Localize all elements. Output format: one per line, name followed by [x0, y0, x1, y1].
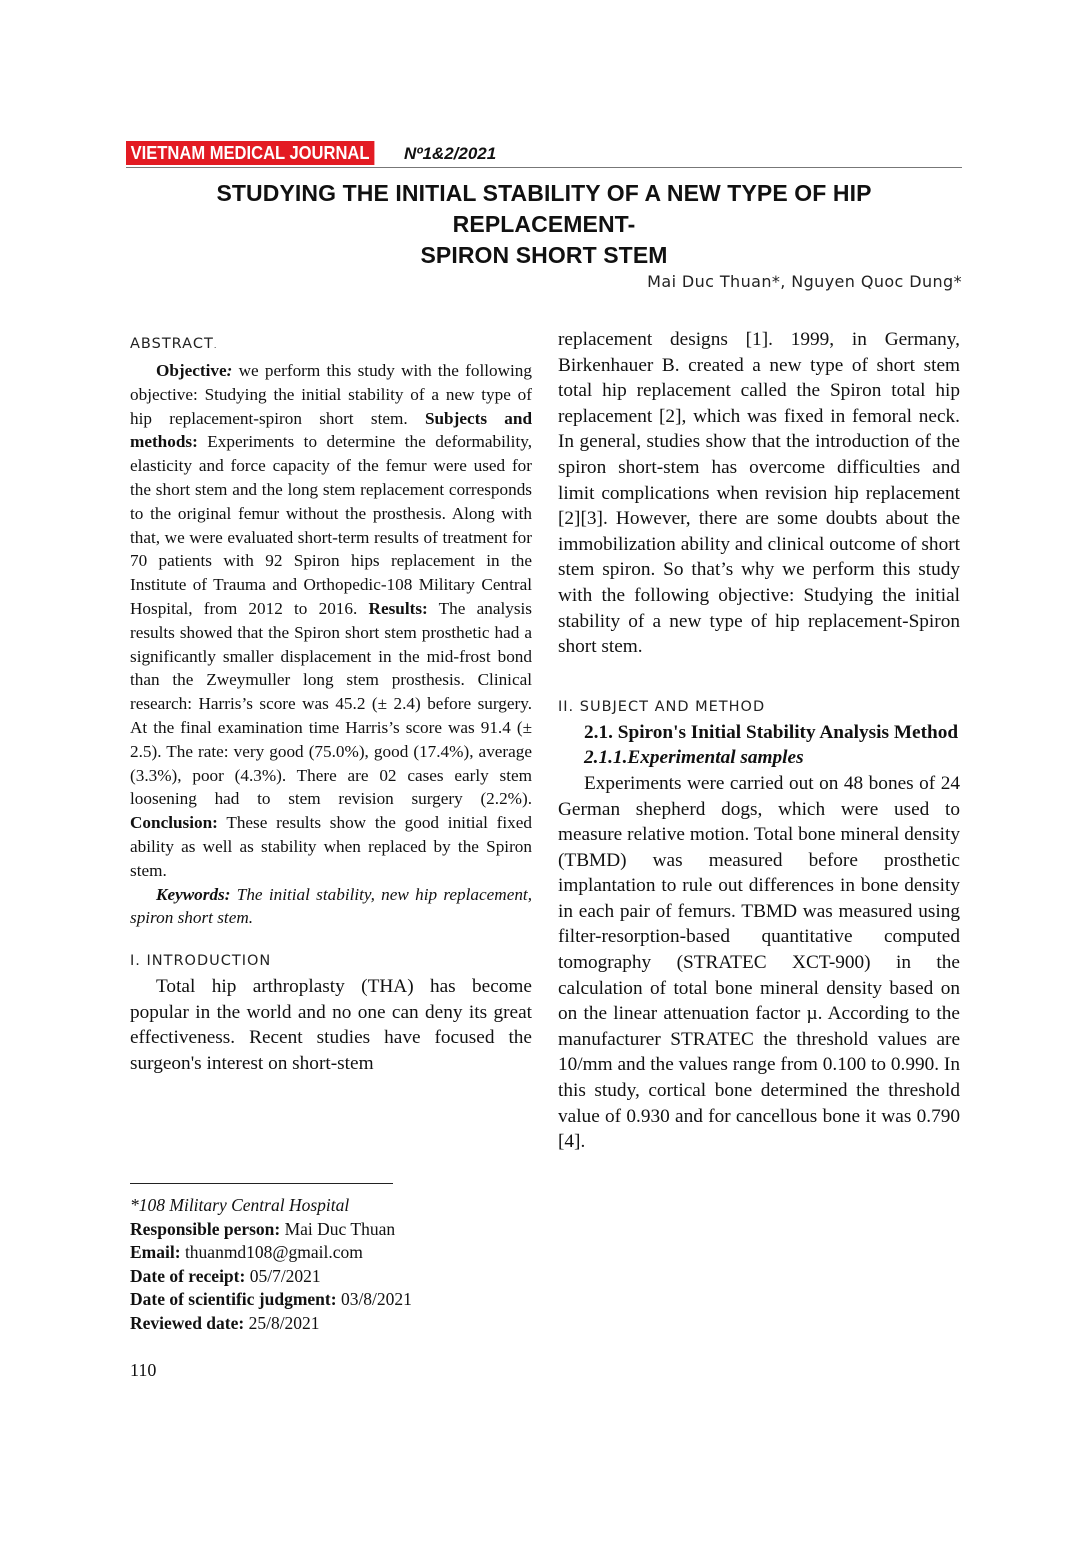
responsible-value: Mai Duc Thuan — [280, 1218, 396, 1239]
methods-label: Subjects and methods: — [130, 408, 533, 452]
journal-name: VIETNAM MEDICAL JOURNAL — [126, 141, 374, 165]
abstract-heading — [130, 333, 532, 357]
abstract-heading-text: ABSTRACT — [130, 336, 214, 352]
method-subsubheading: 2.1.1.Experimental samples — [584, 747, 804, 769]
email-label: Email: — [130, 1242, 181, 1262]
objective-text: we perform this study with the following objective: Studying the initial stability of a new type of hip replacement-spiron short stem. — [130, 361, 532, 428]
article-title-line-1: STUDYING THE INITIAL STABILITY OF A NEW TYPE OF HIP REPLACEMENT- — [216, 180, 872, 237]
affiliation-note: *108 Military Central Hospital — [130, 1195, 350, 1215]
method-subheading: 2.1. Spiron's Initial Stability Analysis Method — [584, 721, 959, 743]
judgment-label: Date of scientific judgment: — [130, 1289, 337, 1309]
objective-label: Objective — [156, 361, 227, 380]
journal-header — [126, 141, 962, 168]
judgment-value: 03/8/2021 — [336, 1289, 412, 1309]
method-paragraph: Experiments were carried out on 48 bones of 24 German shepherd dogs, which were used to measure relative motion. Total bone mineral density (TBMD) was measured before prosthetic implantation to rule out differences in bone density in each pair of femurs. TBMD was measured using filter-resorption-based quantitative computed tomography (STRATEC XCT-900) in the calculation of total bone mineral density based on on the linear attenuation factor µ. According to the manufacturer STRATEC the threshold values are 10/mm and the values range from 0.100 to 0.990. In this study, cortical bone determined the threshold value of 0.930 and for cancellous bone it was 0.790 [4]. — [558, 772, 960, 1153]
abstract-heading-dot: . — [213, 341, 218, 350]
receipt-label: Date of receipt: — [130, 1265, 246, 1286]
introduction-paragraph-left: Total hip arthroplasty (THA) has become popular in the world and no one can deny its great effectiveness. Recent studies have focused the surgeon's interest on short-stem — [130, 976, 532, 1074]
keywords-label: Keywords: — [156, 884, 231, 904]
objective-colon: : — [226, 361, 233, 380]
left-column — [130, 327, 532, 1077]
introduction-paragraph-right: replacement designs [1]. 1999, in Germany, Birkenhauer B. created a new type of short stem total hip replacement called the Spiron total hip replacement [2], which was fixed in femoral neck. In general, studies show that the introduction of the spiron short-stem has overcome difficulties and limit complications when revision hip replacement [2][3]. However, there are some doubts about the immobilization ability and clinical outcome of short stem spiron. So that’s why we perform this study with the following objective: Studying the initial stability of a new type of hip replacement-Spiron short stem. — [558, 329, 960, 658]
footnote-divider — [130, 1183, 393, 1184]
method-heading: II. SUBJECT AND METHOD — [558, 698, 766, 715]
reviewed-value: 25/8/2021 — [244, 1312, 320, 1333]
results-text: The analysis results showed that the Spiron short stem prosthetic had a significantly smaller displacement in the mid-frost bond than the Zweymuller long stem prosthesis. Clinical research: Harris’s score was 45.2 (± 2.4) before surgery. At the final examination time Harris’s score was 91.4 (± 2.5). The rate: very good (75.0%), good (17.4%), average (3.3%), poor (4.3%). There are 02 cases early stem loosening had to stem revision surgery (2.2%). — [130, 598, 532, 809]
right-column — [558, 327, 960, 1155]
receipt-value: 05/7/2021 — [245, 1265, 321, 1286]
section-spacer — [558, 660, 960, 696]
article-authors: Mai Duc Thuan*, Nguyen Quoc Dung* — [647, 272, 962, 291]
responsible-label: Responsible person: — [130, 1218, 281, 1239]
article-title-line-2: SPIRON SHORT STEM — [420, 242, 668, 268]
results-label: Results: — [368, 598, 428, 618]
keywords — [130, 883, 532, 931]
footnotes — [130, 1194, 532, 1335]
journal-issue: Nº1&2/2021 — [404, 144, 497, 163]
conclusion-text: These results show the good initial fixed ability as well as stability when replaced by the Spiron stem. — [130, 813, 532, 880]
conclusion-label: Conclusion: — [130, 813, 218, 833]
abstract-body — [130, 359, 532, 883]
methods-text: Experiments to determine the deformability, elasticity and force capacity of the femur were used for the short stem and the long stem replacement corresponds to the original femur without the prosthesis. Along with that, we were evaluated short-term results of treatment for 70 patients with 92 Spiron hips replacement in the Institute of Trauma and Orthopedic-108 Military Central Hospital, from 2012 to 2016. — [130, 432, 532, 618]
article-title — [126, 178, 962, 271]
email-value: thuanmd108@gmail.com — [180, 1242, 363, 1262]
reviewed-label: Reviewed date: — [130, 1312, 245, 1333]
keywords-text: The initial stability, new hip replacement, spiron short stem. — [130, 884, 532, 928]
page-number: 110 — [130, 1360, 157, 1380]
introduction-heading: I. INTRODUCTION — [130, 953, 272, 970]
